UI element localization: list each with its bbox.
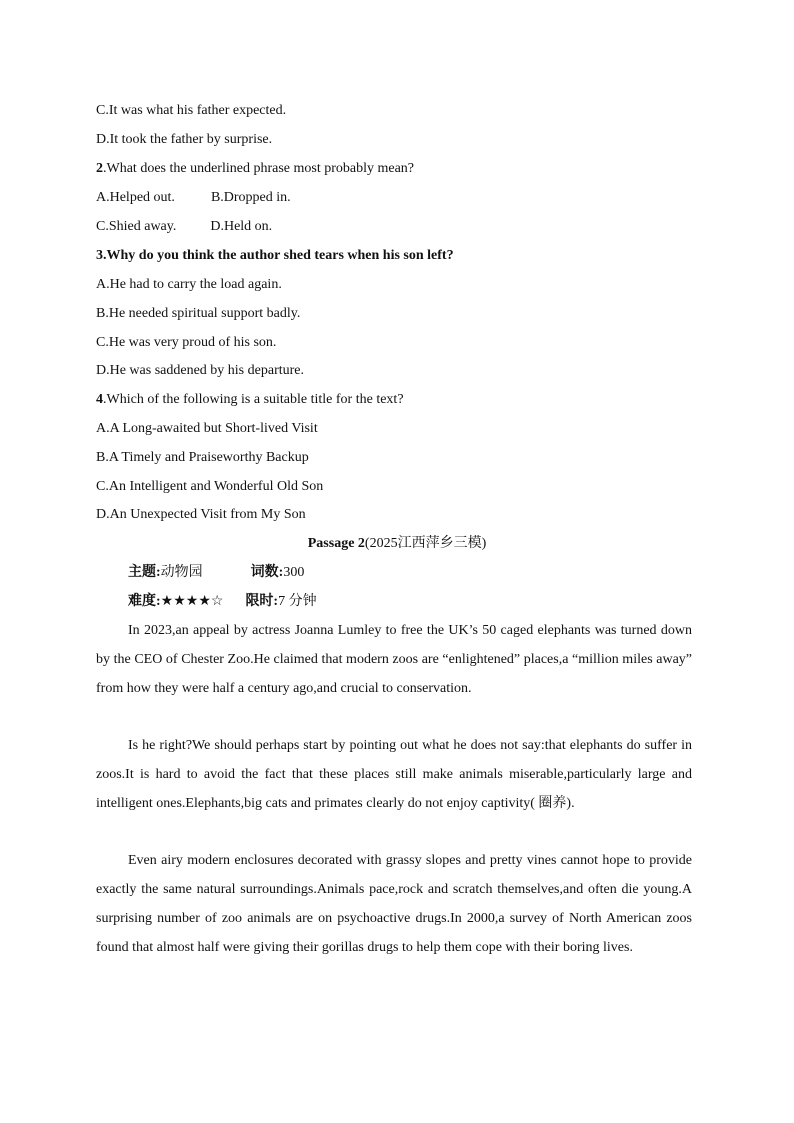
q3-option-c: C.He was very proud of his son. (96, 335, 277, 350)
question-stem: .Why do you think the author shed tears when his son left? (103, 248, 454, 263)
q2-option-a: A.Helped out. (96, 190, 175, 205)
question-number: 3 (96, 248, 103, 263)
q3-option-a: A.He had to carry the load again. (96, 277, 282, 292)
question-3 (96, 247, 454, 265)
q4-option-c: C.An Intelligent and Wonderful Old Son (96, 479, 324, 494)
q2-options-row-2 (96, 218, 272, 236)
paragraph-3: Even airy modern enclosures decorated with grassy slopes and pretty vines cannot hope to provide exactly the same natural surroundings.Animals pace,rock and scratch themselves,and often die young.A surprising number of zoo animals are on psychoactive drugs.In 2000,a survey of North American zoos found that almost half were giving their gorillas drugs to help them cope with their boring lives. (96, 853, 692, 955)
question-number: 2 (96, 161, 103, 176)
difficulty-stars: ★★★★☆ (160, 594, 224, 609)
time-label: 限时: (245, 594, 279, 609)
q4-option-a: A.A Long-awaited but Short-lived Visit (96, 421, 318, 436)
q3-option-b: B.He needed spiritual support badly. (96, 306, 301, 321)
question-4 (96, 391, 404, 409)
question-number: 4 (96, 392, 103, 407)
q2-option-d: D.Held on. (210, 219, 273, 234)
q2-options-row-1 (96, 189, 291, 207)
paragraph-2: Is he right?We should perhaps start by pointing out what he does not say:that elephants do suffer in zoos.It is hard to avoid the fact that these places still make animals miserable,particularly large and intelligent ones.Elephants,big cats and primates clearly do not enjoy captivity( 圈养). (96, 738, 692, 811)
topic-value: 动物园 (160, 565, 203, 580)
q4-option-d: D.An Unexpected Visit from My Son (96, 507, 306, 522)
words-label: 词数: (250, 565, 284, 580)
passage-heading (0, 535, 794, 553)
words-value: 300 (283, 565, 305, 580)
question-stem: .Which of the following is a suitable title for the text? (103, 392, 404, 407)
topic-label: 主题: (128, 565, 161, 580)
question-2 (96, 160, 414, 178)
q2-option-b: B.Dropped in. (210, 190, 291, 205)
q4-option-b: B.A Timely and Praiseworthy Backup (96, 450, 309, 465)
passage-meta-row-1 (128, 564, 304, 582)
q1-option-d: D.It took the father by surprise. (96, 132, 273, 147)
paragraph-1: In 2023,an appeal by actress Joanna Lumley to free the UK’s 50 caged elephants was turned down by the CEO of Chester Zoo.He claimed that modern zoos are “enlightened” places,a “million miles away” from how they were half a century ago,and crucial to conservation. (96, 623, 692, 696)
difficulty-label: 难度: (128, 594, 161, 609)
q2-option-c: C.Shied away. (96, 219, 177, 234)
q1-option-c: C.It was what his father expected. (96, 103, 287, 118)
passage-title: Passage 2 (307, 536, 365, 551)
q3-option-d: D.He was saddened by his departure. (96, 363, 304, 378)
passage-source: (2025江西萍乡三模) (364, 536, 487, 551)
time-value: 7 分钟 (278, 594, 317, 609)
question-stem: .What does the underlined phrase most probably mean? (103, 161, 415, 176)
passage-meta-row-2 (128, 593, 317, 611)
